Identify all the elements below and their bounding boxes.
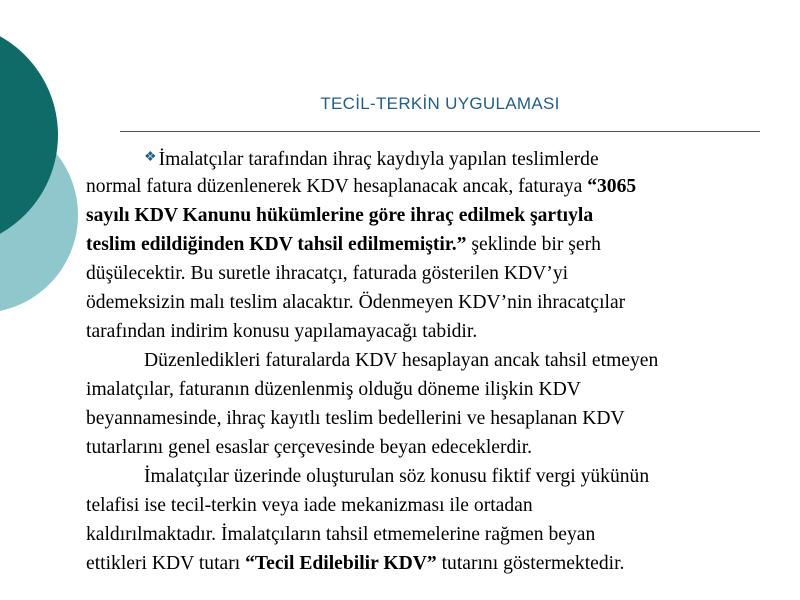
paragraph	[86, 346, 791, 462]
text-line	[86, 462, 791, 491]
text-run: düşülecektir. Bu suretle ihracatçı, faturada gösterilen KDV’yi	[86, 263, 569, 284]
text-line	[86, 143, 791, 172]
text-line	[86, 491, 791, 520]
text-run: tutarını göstermektedir.	[436, 553, 625, 574]
text-line	[86, 259, 791, 288]
diamond-bullet-icon: ❖	[144, 150, 157, 165]
text-line	[86, 230, 791, 259]
text-line	[86, 201, 791, 230]
bold-text-run: “3065	[587, 176, 637, 197]
bold-text-run: sayılı KDV Kanunu hükümlerine göre ihraç edilmek şartıyla	[86, 205, 594, 226]
text-run: şeklinde bir şerh	[466, 234, 601, 255]
text-line	[86, 288, 791, 317]
text-run: İmalatçılar üzerinde oluşturulan söz konusu fiktif vergi yükünün	[144, 466, 650, 487]
bold-text-run: teslim edildiğinden KDV tahsil edilmemiştir.”	[86, 234, 467, 255]
text-run: kaldırılmaktadır. İmalatçıların tahsil etmemelerine rağmen beyan	[86, 524, 596, 545]
slide-body	[86, 143, 791, 578]
text-run: tutarlarını genel esaslar çerçevesinde beyan edeceklerdir.	[86, 437, 533, 458]
text-line	[86, 549, 791, 578]
text-line	[86, 404, 791, 433]
text-line	[86, 317, 791, 346]
text-run: ettikleri KDV tutarı	[86, 553, 246, 574]
text-run: Düzenledikleri faturalarda KDV hesaplayan ancak tahsil etmeyen	[144, 350, 659, 371]
text-run: beyannamesinde, ihraç kayıtlı teslim bedellerini ve hesaplanan KDV	[86, 408, 625, 429]
text-run: ödemeksizin malı teslim alacaktır. Ödenmeyen KDV’nin ihracatçılar	[86, 292, 626, 313]
text-run: tarafından indirim konusu yapılamayacağı tabidir.	[86, 321, 478, 342]
slide-title: TECİL-TERKİN UYGULAMASI	[320, 94, 560, 113]
text-line	[86, 375, 791, 404]
text-line	[86, 172, 791, 201]
paragraph	[86, 462, 791, 578]
text-run: imalatçılar, faturanın düzenlenmiş olduğu döneme ilişkin KDV	[86, 379, 581, 400]
text-line	[86, 520, 791, 549]
bold-text-run: “Tecil Edilebilir KDV”	[245, 553, 437, 574]
text-run: telafisi ise tecil-terkin veya iade mekanizması ile ortadan	[86, 495, 533, 516]
text-run: İmalatçılar tarafından ihraç kaydıyla yapılan teslimlerde	[158, 149, 599, 170]
title-divider	[120, 131, 760, 132]
paragraph	[86, 143, 791, 346]
text-line	[86, 346, 791, 375]
text-line	[86, 433, 791, 462]
text-run: normal fatura düzenlenerek KDV hesaplanacak ancak, faturaya	[86, 176, 588, 197]
